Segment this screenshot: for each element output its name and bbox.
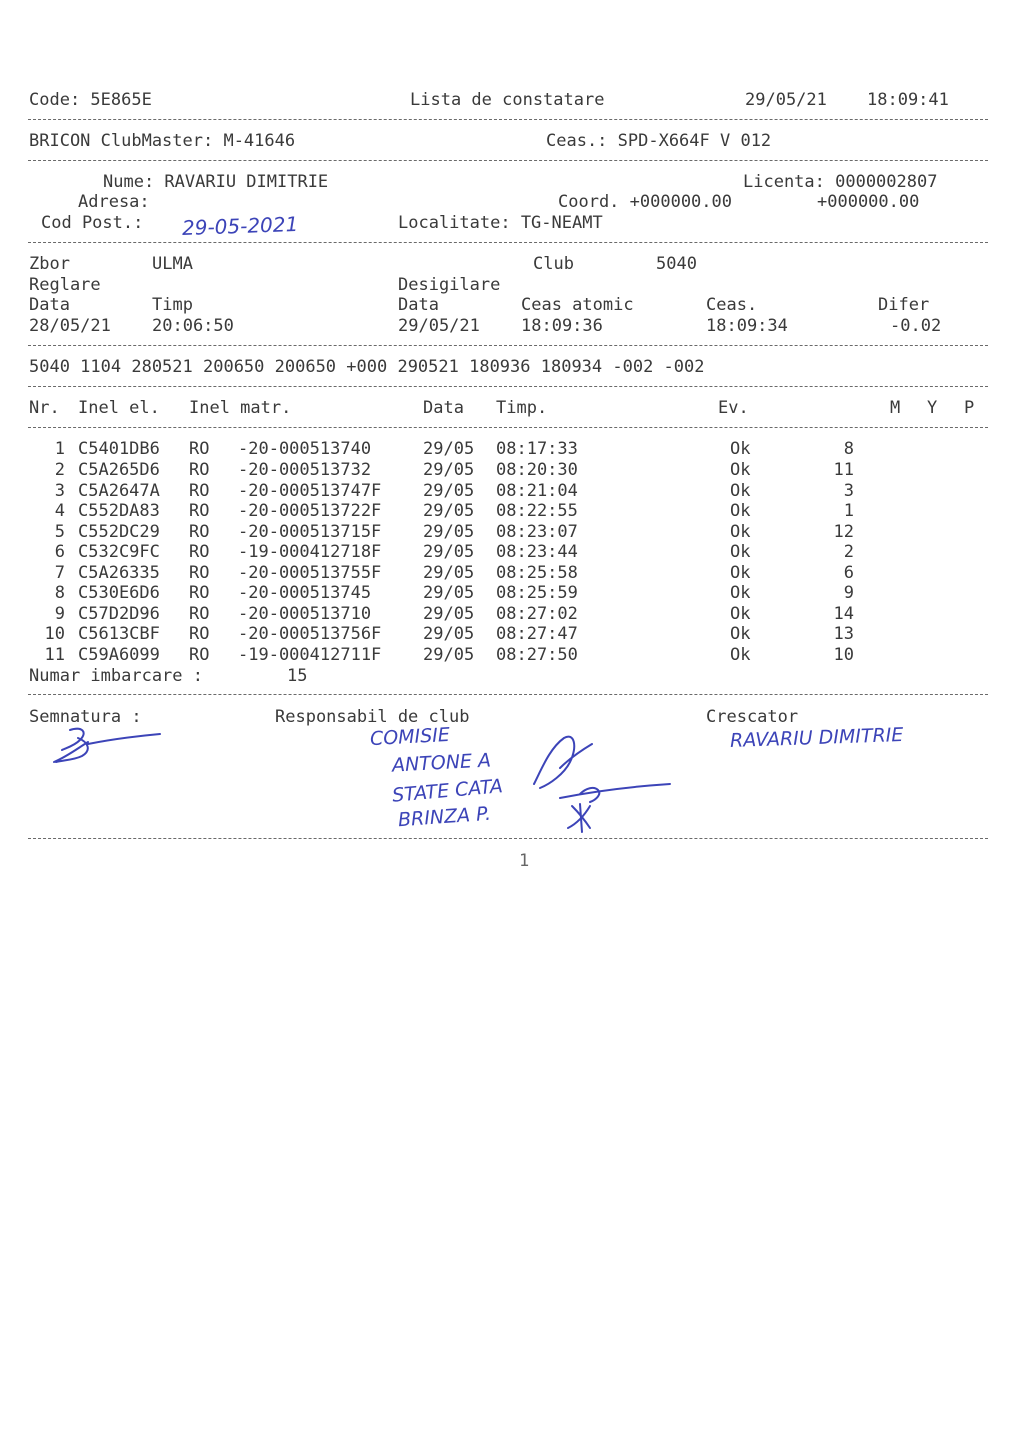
reglare-time-label: Timp [152, 295, 193, 315]
owner-license: Licenta: 0000002807 [743, 172, 938, 192]
arrival-time: 08:17:33 [496, 439, 578, 459]
desigilare-date-label: Data [398, 295, 439, 315]
owner-address: Adresa: [78, 192, 150, 212]
commission-member-1: COMISIE [369, 723, 451, 751]
arrival-date: 29/05 [423, 604, 475, 624]
arrival-date: 29/05 [423, 481, 475, 501]
row-number: 3 [54, 481, 65, 501]
arrival-date: 29/05 [423, 501, 475, 521]
country-code: RO [189, 460, 210, 480]
position: 8 [843, 439, 854, 459]
country-code: RO [189, 522, 210, 542]
row-number: 9 [54, 604, 65, 624]
event-status: Ok [730, 624, 751, 644]
col-header-nr: Nr. [29, 398, 60, 418]
flight-label: Zbor [29, 254, 70, 274]
arrival-date: 29/05 [423, 439, 475, 459]
col-header-y: Y [927, 398, 938, 418]
row-number: 1 [54, 439, 65, 459]
ring-number: -20-000513715F [238, 522, 382, 542]
event-status: Ok [730, 583, 751, 603]
table-row [0, 501, 1024, 521]
club-responsible-label: Responsabil de club [275, 707, 470, 727]
commission-signatures-scribble-icon [520, 728, 680, 838]
arrival-date: 29/05 [423, 624, 475, 644]
ring-number: -19-000412711F [238, 645, 382, 665]
event-status: Ok [730, 460, 751, 480]
commission-member-3: STATE CATA [391, 775, 504, 807]
atomic-clock-label: Ceas atomic [521, 295, 634, 315]
table-row [0, 439, 1024, 459]
separator [28, 345, 988, 346]
row-number: 6 [54, 542, 65, 562]
electronic-ring: C530E6D6 [78, 583, 160, 603]
table-row [0, 522, 1024, 542]
col-header-inel-matr: Inel matr. [189, 398, 292, 418]
commission-member-2: ANTONE A [391, 749, 492, 777]
reglare-date: 28/05/21 [29, 316, 111, 336]
row-number: 8 [54, 583, 65, 603]
table-row [0, 481, 1024, 501]
ring-number: -20-000513710 [238, 604, 372, 624]
col-header-timp: Timp. [496, 398, 548, 418]
event-status: Ok [730, 501, 751, 521]
ring-number: -20-000513722F [238, 501, 382, 521]
signature-label: Semnatura : [29, 707, 142, 727]
arrival-time: 08:27:47 [496, 624, 578, 644]
position: 11 [833, 460, 854, 480]
postal-code-label: Cod Post.: [41, 213, 144, 233]
atomic-clock-time: 18:09:36 [521, 316, 603, 336]
reglare-date-label: Data [29, 295, 70, 315]
country-code: RO [189, 481, 210, 501]
country-code: RO [189, 563, 210, 583]
arrival-date: 29/05 [423, 645, 475, 665]
electronic-ring: C5A2647A [78, 481, 160, 501]
position: 12 [833, 522, 854, 542]
country-code: RO [189, 624, 210, 644]
position: 13 [833, 624, 854, 644]
row-number: 2 [54, 460, 65, 480]
table-row [0, 624, 1024, 644]
print-time: 18:09:41 [867, 90, 949, 110]
arrival-time: 08:25:58 [496, 563, 578, 583]
event-status: Ok [730, 563, 751, 583]
row-number: 7 [54, 563, 65, 583]
event-status: Ok [730, 645, 751, 665]
coordinates: Coord. +000000.00 [558, 192, 732, 212]
coordinates-second: +000000.00 [817, 192, 920, 212]
clock-id: Ceas.: SPD-X664F V 012 [546, 131, 772, 151]
owner-name: Nume: RAVARIU DIMITRIE [103, 172, 329, 192]
difference-label: Difer [878, 295, 930, 315]
arrival-time: 08:22:55 [496, 501, 578, 521]
separator [28, 838, 988, 839]
electronic-ring: C552DC29 [78, 522, 160, 542]
position: 1 [843, 501, 854, 521]
encoded-line: 5040 1104 280521 200650 200650 +000 290521 180936 180934 -002 -002 [29, 357, 705, 377]
page-number: 1 [519, 851, 530, 871]
event-status: Ok [730, 481, 751, 501]
row-number: 5 [54, 522, 65, 542]
position: 9 [843, 583, 854, 603]
electronic-ring: C5613CBF [78, 624, 160, 644]
country-code: RO [189, 542, 210, 562]
country-code: RO [189, 501, 210, 521]
event-status: Ok [730, 604, 751, 624]
arrival-time: 08:27:02 [496, 604, 578, 624]
ring-number: -20-000513756F [238, 624, 382, 644]
event-status: Ok [730, 522, 751, 542]
separator [28, 694, 988, 695]
ring-number: -20-000513740 [238, 439, 372, 459]
col-header-inel-el: Inel el. [78, 398, 160, 418]
reglare-time: 20:06:50 [152, 316, 234, 336]
club-label: Club [533, 254, 574, 274]
print-date: 29/05/21 [745, 90, 827, 110]
electronic-ring: C5A26335 [78, 563, 160, 583]
row-number: 10 [44, 624, 65, 644]
locality: Localitate: TG-NEAMT [398, 213, 603, 233]
position: 14 [833, 604, 854, 624]
arrival-time: 08:21:04 [496, 481, 578, 501]
arrival-date: 29/05 [423, 563, 475, 583]
arrival-time: 08:23:07 [496, 522, 578, 542]
col-header-ev: Ev. [718, 398, 749, 418]
table-row [0, 583, 1024, 603]
boarding-count: 15 [287, 666, 308, 686]
arrival-time: 08:25:59 [496, 583, 578, 603]
table-row [0, 645, 1024, 665]
club-number: 5040 [656, 254, 697, 274]
desigilare-label: Desigilare [398, 275, 501, 295]
electronic-ring: C552DA83 [78, 501, 160, 521]
arrival-time: 08:20:30 [496, 460, 578, 480]
reglare-label: Reglare [29, 275, 101, 295]
position: 6 [843, 563, 854, 583]
electronic-ring: C59A6099 [78, 645, 160, 665]
arrival-time: 08:27:50 [496, 645, 578, 665]
col-header-m: M [890, 398, 901, 418]
country-code: RO [189, 604, 210, 624]
arrival-date: 29/05 [423, 583, 475, 603]
arrival-date: 29/05 [423, 542, 475, 562]
ring-number: -20-000513745 [238, 583, 372, 603]
breeder-label: Crescator [706, 707, 799, 727]
table-row [0, 542, 1024, 562]
separator [28, 119, 988, 120]
table-row [0, 563, 1024, 583]
event-status: Ok [730, 542, 751, 562]
breeder-signature: RAVARIU DIMITRIE [729, 723, 904, 753]
separator [28, 386, 988, 387]
flight-name: ULMA [152, 254, 193, 274]
arrival-date: 29/05 [423, 460, 475, 480]
row-number: 4 [54, 501, 65, 521]
row-number: 11 [44, 645, 65, 665]
electronic-ring: C5401DB6 [78, 439, 160, 459]
clock-label: Ceas. [706, 295, 758, 315]
position: 10 [833, 645, 854, 665]
col-header-data: Data [423, 398, 464, 418]
clubmaster-id: BRICON ClubMaster: M-41646 [29, 131, 296, 151]
separator [28, 427, 988, 428]
electronic-ring: C5A265D6 [78, 460, 160, 480]
separator [28, 160, 988, 161]
boarding-label: Numar imbarcare : [29, 666, 203, 686]
country-code: RO [189, 645, 210, 665]
separator [28, 242, 988, 243]
ring-number: -20-000513732 [238, 460, 372, 480]
ring-number: -20-000513755F [238, 563, 382, 583]
arrival-time: 08:23:44 [496, 542, 578, 562]
desigilare-date: 29/05/21 [398, 316, 480, 336]
difference-value: -0.02 [890, 316, 942, 336]
ring-number: -19-000412718F [238, 542, 382, 562]
country-code: RO [189, 439, 210, 459]
document-code: Code: 5E865E [29, 90, 152, 110]
table-row [0, 604, 1024, 624]
position: 2 [843, 542, 854, 562]
arrival-date: 29/05 [423, 522, 475, 542]
commission-member-4: BRINZA P. [397, 802, 492, 832]
country-code: RO [189, 583, 210, 603]
col-header-p: P [964, 398, 975, 418]
event-status: Ok [730, 439, 751, 459]
electronic-ring: C532C9FC [78, 542, 160, 562]
postal-code-handwritten: 29-05-2021 [181, 211, 299, 241]
table-row [0, 460, 1024, 480]
electronic-ring: C57D2D96 [78, 604, 160, 624]
ring-number: -20-000513747F [238, 481, 382, 501]
document-title: Lista de constatare [410, 90, 605, 110]
clock-time: 18:09:34 [706, 316, 788, 336]
signature-scribble-icon [48, 722, 168, 772]
position: 3 [843, 481, 854, 501]
